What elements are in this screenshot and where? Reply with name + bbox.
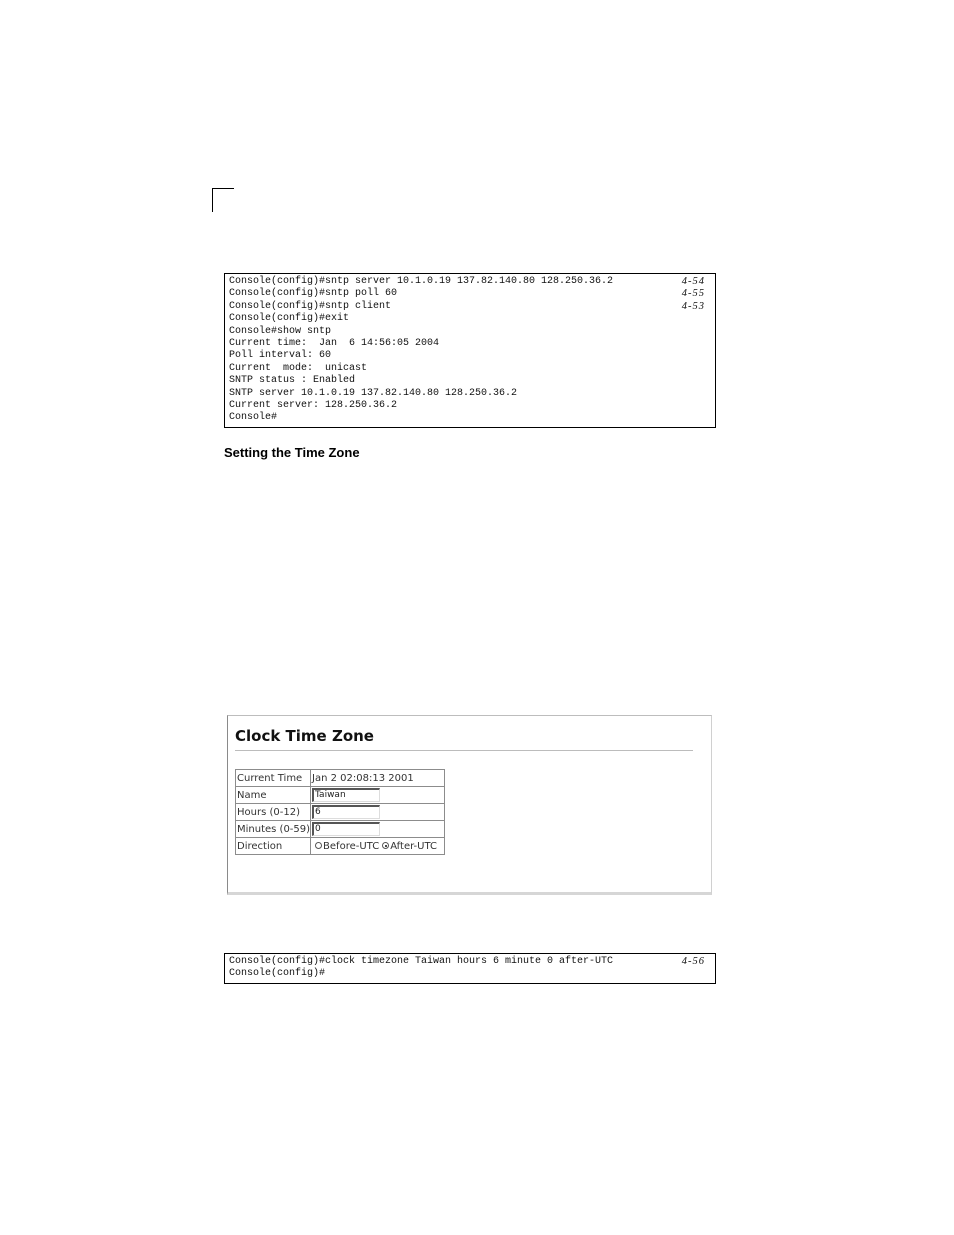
code-line: Console(config)# xyxy=(229,968,326,980)
hours-field[interactable]: 6 xyxy=(312,805,380,819)
command-reference: 4-53 xyxy=(681,300,705,312)
after-utc-radio[interactable] xyxy=(382,842,389,849)
crop-mark xyxy=(212,188,234,212)
command-reference: 4-54 xyxy=(681,276,705,287)
code-line: SNTP server 10.1.0.19 137.82.140.80 128.250.36.2 xyxy=(229,387,518,399)
code-line: Console(config)#sntp poll 60 4-55 xyxy=(229,288,705,300)
command-reference: 4-56 xyxy=(681,956,705,967)
before-utc-label: Before-UTC xyxy=(323,840,380,852)
table-row xyxy=(236,804,445,821)
current-time-value: Jan 2 02:08:13 2001 xyxy=(311,770,445,787)
code-line: Console(config)#sntp server 10.1.0.19 137.82.140.80 128.250.36.2 4-54 xyxy=(229,276,705,287)
current-time-label: Current Time xyxy=(236,770,311,787)
minutes-label: Minutes (0-59) xyxy=(236,821,311,838)
timezone-code-example xyxy=(224,953,716,984)
code-line: Current time: Jan 6 14:56:05 2004 xyxy=(229,337,440,349)
after-utc-label: After-UTC xyxy=(390,840,437,852)
code-line: Poll interval: 60 xyxy=(229,350,332,362)
name-label: Name xyxy=(236,787,311,804)
table-row xyxy=(236,770,445,787)
table-row xyxy=(236,787,445,804)
code-line: Console(config)#exit xyxy=(229,313,350,325)
time-zone-table xyxy=(235,769,445,855)
hours-label: Hours (0-12) xyxy=(236,804,311,821)
direction-label: Direction xyxy=(236,838,311,855)
minutes-field[interactable]: 0 xyxy=(312,822,380,836)
table-row xyxy=(236,838,445,855)
table-row xyxy=(236,821,445,838)
section-heading: Setting the Time Zone xyxy=(224,445,360,460)
name-field[interactable]: Taiwan xyxy=(312,788,380,802)
code-line: Console(config)#sntp client 4-53 xyxy=(229,300,705,312)
code-line: Console(config)#clock timezone Taiwan hours 6 minute 0 after-UTC 4-56 xyxy=(229,956,705,967)
code-line: Console# xyxy=(229,412,278,424)
sntp-code-example xyxy=(224,273,716,428)
clock-time-zone-screenshot xyxy=(227,715,712,895)
before-utc-radio[interactable] xyxy=(315,842,322,849)
code-line: SNTP status : Enabled xyxy=(229,375,356,387)
command-reference: 4-55 xyxy=(681,288,705,300)
code-line: Current mode: unicast xyxy=(229,362,368,374)
code-line: Current server: 128.250.36.2 xyxy=(229,399,398,411)
title-divider xyxy=(235,750,693,751)
code-line: Console#show sntp xyxy=(229,325,332,337)
panel-title: Clock Time Zone xyxy=(235,727,374,745)
